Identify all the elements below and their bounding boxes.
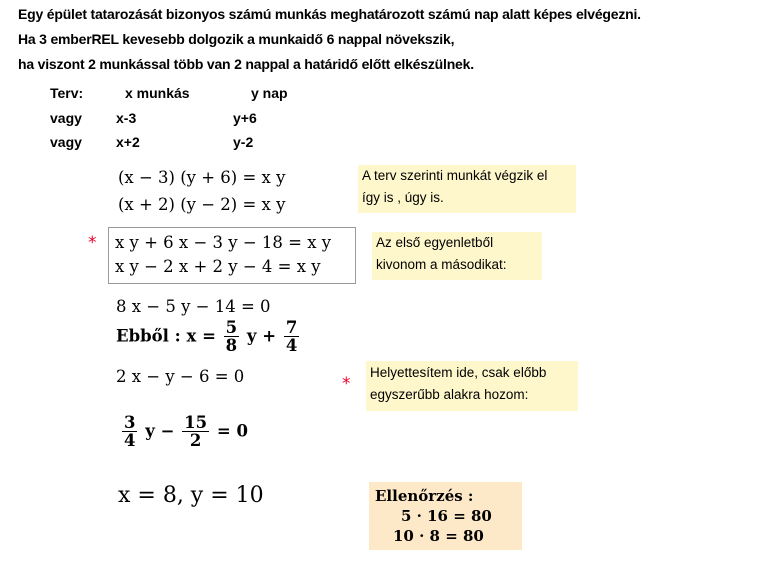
equation-6 — [116, 319, 301, 354]
equation-8 — [120, 414, 248, 449]
check-line-1: 5 · 16 = 80 — [401, 507, 492, 525]
numerator: 5 — [225, 318, 238, 337]
equation-4: x y − 2 x + 2 y − 4 = x y — [115, 257, 321, 276]
note-text: Helyettesítem ide, csak előbb — [370, 365, 547, 380]
eq8-middle: y − — [145, 421, 175, 441]
row-days: y nap — [251, 85, 288, 101]
eq6-middle: y + — [246, 326, 277, 346]
note-text: egyszerűbb alakra hozom: — [370, 387, 529, 402]
denominator: 8 — [225, 336, 238, 355]
denominator: 4 — [285, 336, 298, 355]
equation-7: 2 x − y − 6 = 0 — [116, 367, 245, 386]
note-text: kivonom a másodikat: — [376, 257, 507, 272]
denominator: 4 — [124, 431, 136, 450]
row-workers: x-3 — [116, 110, 137, 126]
note-text: így is , úgy is. — [362, 190, 444, 205]
row-label: Terv: — [50, 85, 84, 101]
note-text: Az első egyenletből — [376, 235, 494, 250]
asterisk-marker: * — [342, 374, 351, 394]
row-workers: x+2 — [116, 134, 140, 150]
row-label: vagy — [50, 110, 82, 126]
fraction — [224, 319, 239, 354]
fraction — [284, 319, 299, 354]
eq6-prefix: Ebből : x = — [116, 326, 216, 346]
problem-line-1: Egy épület tatarozását bizonyos számú munkás meghatározott számú nap alatt képes elvégezni. — [18, 6, 641, 22]
note-same-work — [358, 165, 576, 213]
numerator: 3 — [124, 413, 136, 432]
fraction — [122, 414, 137, 449]
row-workers: x munkás — [125, 85, 190, 101]
row-days: y+6 — [233, 110, 257, 126]
check-line-2: 10 · 8 = 80 — [393, 527, 484, 545]
note-subtract — [372, 232, 542, 280]
note-text: A terv szerinti munkát végzik el — [362, 168, 548, 183]
denominator: 2 — [189, 431, 202, 450]
numerator: 15 — [184, 413, 208, 432]
problem-line-3: ha viszont 2 munkással több van 2 nappal a határidő előtt elkészülnek. — [18, 56, 474, 72]
solution: x = 8, y = 10 — [118, 483, 264, 508]
check-title: Ellenőrzés : — [375, 487, 474, 505]
fraction — [182, 414, 209, 449]
row-days: y-2 — [233, 134, 254, 150]
asterisk-marker: * — [88, 233, 97, 253]
check-box — [369, 482, 522, 550]
equation-1: (x − 3) (y + 6) = x y — [118, 168, 286, 187]
row-label: vagy — [50, 134, 82, 150]
equation-5: 8 x − 5 y − 14 = 0 — [116, 297, 271, 316]
equation-3: x y + 6 x − 3 y − 18 = x y — [115, 233, 332, 252]
numerator: 7 — [285, 318, 298, 337]
problem-line-2: Ha 3 emberREL kevesebb dolgozik a munkaidő 6 nappal növekszik, — [18, 31, 455, 47]
note-substitute — [366, 361, 578, 411]
equation-2: (x + 2) (y − 2) = x y — [118, 195, 286, 214]
eq8-tail: = 0 — [216, 421, 248, 441]
